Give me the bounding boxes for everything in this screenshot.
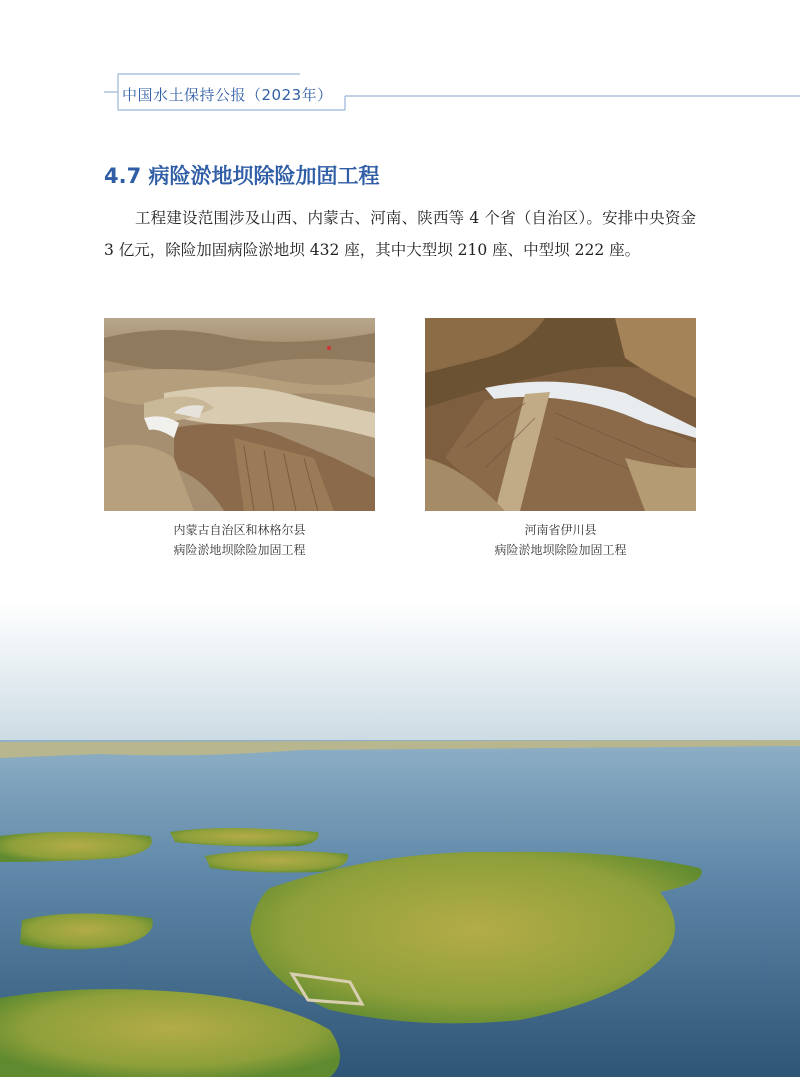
caption-line-2: 病险淤地坝除险加固工程 xyxy=(494,543,627,557)
figure-caption-right xyxy=(425,520,696,560)
caption-line-2: 病险淤地坝除险加固工程 xyxy=(173,543,306,557)
lake-reed-islands-photo xyxy=(0,600,800,1077)
section-heading: 4.7 病险淤地坝除险加固工程 xyxy=(104,164,380,188)
running-header xyxy=(0,0,800,120)
body-paragraph: 工程建设范围涉及山西、内蒙古、河南、陕西等 4 个省（自治区）。安排中央资金 3 亿元，除险加固病险淤地坝 432 座，其中大型坝 210 座、中型坝 222 座。 xyxy=(104,209,696,259)
figure-caption-left xyxy=(104,520,375,560)
header-decoration xyxy=(0,0,800,120)
running-title: 中国水土保持公报（2023年） xyxy=(122,86,333,104)
caption-line-1: 河南省伊川县 xyxy=(524,523,597,537)
caption-line-1: 内蒙古自治区和林格尔县 xyxy=(173,523,306,537)
photo-inner-mongolia-check-dam xyxy=(104,318,375,511)
photo-henan-check-dam xyxy=(425,318,696,511)
